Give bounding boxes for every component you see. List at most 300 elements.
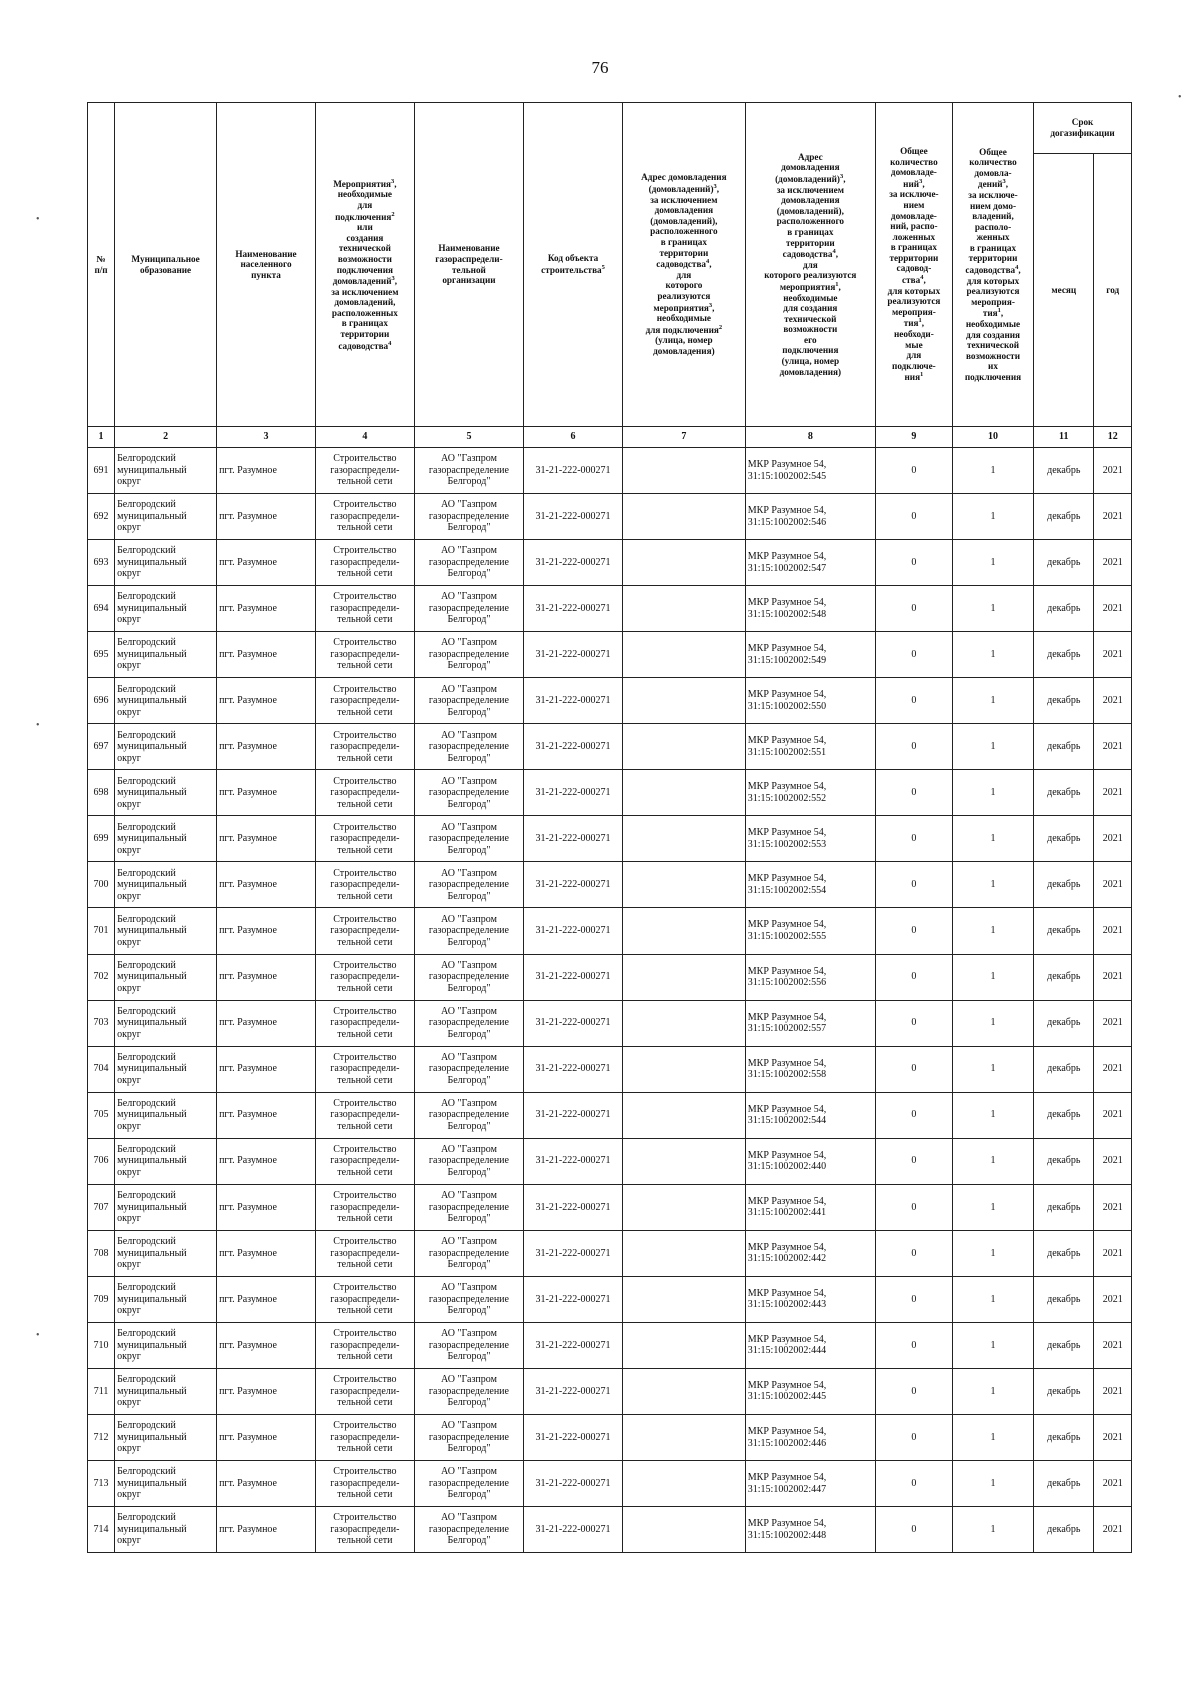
measure-cell-line: Строительство — [333, 1466, 397, 1478]
address-technical-cell-line: МКР Разумное 54, — [747, 1287, 827, 1299]
address-technical-cell-line: МКР Разумное 54, — [747, 1057, 827, 1069]
measure-cell-line: газораспредели- — [330, 648, 400, 660]
year-cell: 2021 — [1094, 1138, 1132, 1184]
measure-cell-line: тельной сети — [337, 982, 393, 994]
municipality-cell-line: Белгородский — [117, 1466, 176, 1478]
measure-cell — [315, 908, 414, 954]
measure-cell — [315, 1507, 414, 1553]
organization-cell-line: газораспределение — [428, 833, 509, 845]
row-number: 699 — [88, 816, 115, 862]
measure-cell-line: газораспредели- — [330, 1293, 400, 1305]
organization-cell — [414, 1092, 523, 1138]
address-technical-cell-line: МКР Разумное 54, — [747, 1241, 827, 1253]
header-line: для — [676, 269, 692, 280]
header-line: реализуются — [887, 296, 941, 307]
measure-cell-line: газораспредели- — [330, 510, 400, 522]
address-connection-cell — [622, 1507, 745, 1553]
total-connection-cell: 0 — [875, 448, 952, 494]
measure-cell-line: Строительство — [333, 545, 397, 557]
address-technical-cell-line: 31:15:1002002:444 — [747, 1345, 827, 1357]
header-line: (домовладений), — [776, 205, 844, 216]
row-number: 713 — [88, 1461, 115, 1507]
measure-cell — [315, 1368, 414, 1414]
object-code-cell: 31-21-222-000271 — [524, 1276, 623, 1322]
organization-cell-line: АО "Газпром — [440, 913, 497, 925]
organization-cell-line: Белгород" — [447, 568, 491, 580]
month-cell: декабрь — [1034, 770, 1094, 816]
header-line: для — [802, 259, 818, 270]
address-technical-cell-line: МКР Разумное 54, — [747, 1472, 827, 1484]
address-technical-cell-line: МКР Разумное 54, — [747, 597, 827, 609]
municipality-cell-line: округ — [117, 798, 141, 810]
settlement-cell: пгт. Разумное — [217, 1507, 316, 1553]
measure-cell-line: газораспредели- — [330, 1477, 400, 1489]
header-line: (улица, номер — [781, 356, 840, 366]
municipality-cell-line: Белгородский — [117, 1143, 176, 1155]
object-code-cell: 31-21-222-000271 — [524, 724, 623, 770]
address-technical-cell — [745, 1000, 875, 1046]
header-line: Срок — [1071, 117, 1094, 128]
header-line: в границах — [890, 242, 937, 253]
organization-cell-line: газораспределение — [428, 787, 509, 799]
row-number: 698 — [88, 770, 115, 816]
address-technical-cell — [745, 1414, 875, 1460]
municipality-cell — [115, 1138, 217, 1184]
header-line: догазификации — [1050, 128, 1115, 138]
object-code-cell: 31-21-222-000271 — [524, 448, 623, 494]
header-line: домовладения — [781, 195, 840, 206]
measure-cell-line: тельной сети — [337, 1028, 393, 1040]
measure-cell-line: тельной сети — [337, 798, 393, 810]
address-technical-cell — [745, 1092, 875, 1138]
organization-cell-line: Белгород" — [447, 522, 491, 534]
measure-cell — [315, 678, 414, 724]
month-cell: декабрь — [1034, 448, 1094, 494]
municipality-cell — [115, 540, 217, 586]
year-cell: 2021 — [1094, 1368, 1132, 1414]
measure-cell-line: газораспредели- — [330, 602, 400, 614]
total-technical-cell: 1 — [952, 448, 1033, 494]
address-technical-cell-line: 31:15:1002002:549 — [747, 654, 827, 666]
measure-cell-line: газораспредели- — [330, 1385, 400, 1397]
header-line: населенного — [240, 259, 292, 270]
municipality-cell-line: муниципальный — [117, 971, 187, 983]
municipality-cell — [115, 678, 217, 724]
settlement-cell: пгт. Разумное — [217, 1184, 316, 1230]
month-cell: декабрь — [1034, 1276, 1094, 1322]
measure-cell — [315, 1230, 414, 1276]
organization-cell-line: Белгород" — [447, 614, 491, 626]
municipality-cell-line: муниципальный — [117, 1063, 187, 1075]
measure-cell-line: Строительство — [333, 499, 397, 511]
table-row — [88, 586, 1132, 632]
measure-cell-line: газораспредели- — [330, 879, 400, 891]
table-row — [88, 632, 1132, 678]
month-cell: декабрь — [1034, 1230, 1094, 1276]
row-number: 695 — [88, 632, 115, 678]
year-cell: 2021 — [1094, 862, 1132, 908]
header-line: создания — [346, 232, 384, 243]
address-connection-cell — [622, 1276, 745, 1322]
header-line: реализуются — [966, 286, 1020, 297]
organization-cell-line: Белгород" — [447, 1074, 491, 1086]
measure-cell-line: тельной сети — [337, 936, 393, 948]
total-technical-cell: 1 — [952, 954, 1033, 1000]
year-cell: 2021 — [1094, 1276, 1132, 1322]
header-line: тия$^1$, — [982, 307, 1004, 319]
header-line: № — [96, 253, 106, 264]
address-technical-cell-line: МКР Разумное 54, — [747, 459, 827, 471]
year-cell: 2021 — [1094, 1046, 1132, 1092]
header-line: количество — [890, 156, 938, 167]
header-line: домовладе- — [890, 210, 937, 221]
municipality-cell-line: округ — [117, 660, 141, 672]
header-line: домовладения — [781, 162, 840, 173]
object-code-cell: 31-21-222-000271 — [524, 1000, 623, 1046]
column-number: 10 — [952, 427, 1033, 448]
measure-cell-line: тельной сети — [337, 522, 393, 534]
total-technical-cell: 1 — [952, 1276, 1033, 1322]
address-technical-cell — [745, 1184, 875, 1230]
object-code-cell: 31-21-222-000271 — [524, 1461, 623, 1507]
organization-cell-line: Белгород" — [447, 706, 491, 718]
address-technical-cell-line: МКР Разумное 54, — [747, 1103, 827, 1115]
organization-cell-line: Белгород" — [447, 1351, 491, 1363]
address-technical-cell-line: 31:15:1002002:558 — [747, 1069, 827, 1081]
header-line: расположенных — [331, 307, 398, 318]
header-address-connection — [622, 103, 745, 427]
municipality-cell-line: округ — [117, 1074, 141, 1086]
address-technical-cell-line: 31:15:1002002:552 — [747, 792, 827, 804]
header-line: для — [357, 199, 373, 210]
address-technical-cell — [745, 1507, 875, 1553]
municipality-cell-line: Белгородский — [117, 1282, 176, 1294]
row-number: 697 — [88, 724, 115, 770]
address-technical-cell — [745, 1046, 875, 1092]
address-connection-cell — [622, 1000, 745, 1046]
row-number: 710 — [88, 1322, 115, 1368]
measure-cell-line: тельной сети — [337, 706, 393, 718]
settlement-cell: пгт. Разумное — [217, 816, 316, 862]
address-technical-cell-line: МКР Разумное 54, — [747, 551, 827, 563]
measure-cell — [315, 540, 414, 586]
header-line: ний, распо- — [890, 221, 938, 232]
municipality-cell-line: Белгородский — [117, 1420, 176, 1432]
municipality-cell-line: округ — [117, 1443, 141, 1455]
header-line: расположенного — [650, 226, 718, 237]
column-number: 8 — [745, 427, 875, 448]
municipality-cell-line: муниципальный — [117, 833, 187, 845]
municipality-cell — [115, 816, 217, 862]
month-cell: декабрь — [1034, 1092, 1094, 1138]
measure-cell-line: тельной сети — [337, 1443, 393, 1455]
organization-cell-line: Белгород" — [447, 660, 491, 672]
year-cell: 2021 — [1094, 1414, 1132, 1460]
header-line: ства$^4$, — [902, 274, 926, 286]
header-settlement — [217, 103, 316, 427]
measure-cell-line: тельной сети — [337, 568, 393, 580]
municipality-cell — [115, 1184, 217, 1230]
municipality-cell-line: округ — [117, 522, 141, 534]
municipality-cell-line: муниципальный — [117, 1385, 187, 1397]
municipality-cell-line: муниципальный — [117, 1431, 187, 1443]
table-row — [88, 1461, 1132, 1507]
organization-cell — [414, 908, 523, 954]
row-number: 711 — [88, 1368, 115, 1414]
column-number: 12 — [1094, 427, 1132, 448]
municipality-cell-line: округ — [117, 1305, 141, 1317]
measure-cell-line: тельной сети — [337, 1397, 393, 1409]
header-line: мые — [905, 339, 923, 350]
measure-cell-line: Строительство — [333, 1051, 397, 1063]
address-technical-cell-line: 31:15:1002002:441 — [747, 1207, 827, 1219]
header-line: за исключением — [650, 194, 718, 205]
header-line: территории — [968, 253, 1018, 264]
row-number: 703 — [88, 1000, 115, 1046]
header-line: садоводства$^4$, — [965, 263, 1021, 276]
municipality-cell-line: округ — [117, 1351, 141, 1363]
organization-cell-line: газораспределение — [428, 1017, 509, 1029]
total-connection-cell: 0 — [875, 1276, 952, 1322]
municipality-cell-line: округ — [117, 476, 141, 488]
month-cell: декабрь — [1034, 1000, 1094, 1046]
municipality-cell-line: Белгородский — [117, 1051, 176, 1063]
total-connection-cell: 0 — [875, 1414, 952, 1460]
organization-cell — [414, 954, 523, 1000]
measure-cell — [315, 1046, 414, 1092]
municipality-cell-line: округ — [117, 844, 141, 856]
total-technical-cell: 1 — [952, 724, 1033, 770]
total-connection-cell: 0 — [875, 1138, 952, 1184]
year-cell: 2021 — [1094, 678, 1132, 724]
header-line: необходимые — [656, 313, 711, 324]
month-cell: декабрь — [1034, 632, 1094, 678]
organization-cell — [414, 1230, 523, 1276]
table-row — [88, 1138, 1132, 1184]
settlement-cell: пгт. Разумное — [217, 1368, 316, 1414]
measure-cell-line: газораспредели- — [330, 695, 400, 706]
address-technical-cell-line: МКР Разумное 54, — [747, 1379, 827, 1391]
object-code-cell: 31-21-222-000271 — [524, 908, 623, 954]
address-technical-cell-line: 31:15:1002002:447 — [747, 1483, 827, 1495]
measure-cell — [315, 448, 414, 494]
total-connection-cell: 0 — [875, 954, 952, 1000]
municipality-cell-line: округ — [117, 1397, 141, 1409]
organization-cell-line: газораспределение — [428, 1523, 509, 1535]
measure-cell — [315, 770, 414, 816]
organization-cell-line: Белгород" — [447, 1120, 491, 1132]
column-number: 6 — [524, 427, 623, 448]
row-number: 714 — [88, 1507, 115, 1553]
object-code-cell: 31-21-222-000271 — [524, 1138, 623, 1184]
organization-cell-line: газораспределение — [428, 879, 509, 891]
municipality-cell-line: Белгородский — [117, 959, 176, 971]
municipality-cell — [115, 862, 217, 908]
organization-cell-line: АО "Газпром — [440, 453, 497, 465]
total-connection-cell: 0 — [875, 770, 952, 816]
municipality-cell — [115, 954, 217, 1000]
header-line: тельной — [452, 264, 486, 275]
object-code-cell: 31-21-222-000271 — [524, 540, 623, 586]
measure-cell — [315, 1184, 414, 1230]
header-line: домовладения — [654, 205, 714, 216]
address-technical-cell — [745, 1461, 875, 1507]
organization-cell-line: газораспределение — [428, 1109, 509, 1121]
measure-cell-line: тельной сети — [337, 1535, 393, 1547]
total-technical-cell: 1 — [952, 1046, 1033, 1092]
gasification-registry-table — [87, 102, 1132, 1553]
header-line: реализуются — [657, 290, 711, 301]
total-connection-cell: 0 — [875, 632, 952, 678]
table-row — [88, 1000, 1132, 1046]
address-technical-cell-line: МКР Разумное 54, — [747, 1333, 827, 1345]
header-line: расположенного — [776, 216, 845, 227]
month-cell: декабрь — [1034, 908, 1094, 954]
total-technical-cell: 1 — [952, 586, 1033, 632]
header-line: (улица, номер — [655, 335, 713, 346]
organization-cell-line: газораспределение — [428, 695, 509, 706]
measure-cell-line: Строительство — [333, 775, 397, 787]
address-technical-cell-line: 31:15:1002002:443 — [747, 1299, 827, 1311]
address-technical-cell-line: 31:15:1002002:550 — [747, 700, 827, 712]
municipality-cell-line: Белгородский — [117, 1512, 176, 1524]
measure-cell-line: тельной сети — [337, 1074, 393, 1086]
row-number: 700 — [88, 862, 115, 908]
measure-cell-line: тельной сети — [337, 1166, 393, 1178]
header-line: мероприятия$^1$, — [779, 280, 841, 292]
header-line: за исключением — [331, 286, 399, 297]
measure-cell-line: тельной сети — [337, 660, 393, 672]
row-number: 706 — [88, 1138, 115, 1184]
municipality-cell-line: муниципальный — [117, 741, 187, 753]
organization-cell — [414, 1184, 523, 1230]
municipality-cell-line: муниципальный — [117, 695, 187, 706]
header-total-connection — [875, 103, 952, 427]
municipality-cell — [115, 448, 217, 494]
row-number: 712 — [88, 1414, 115, 1460]
measure-cell-line: Строительство — [333, 959, 397, 971]
measure-cell-line: газораспредели- — [330, 1063, 400, 1075]
municipality-cell — [115, 1000, 217, 1046]
measure-cell-line: Строительство — [333, 591, 397, 603]
municipality-cell-line: округ — [117, 936, 141, 948]
address-technical-cell — [745, 908, 875, 954]
total-technical-cell: 1 — [952, 862, 1033, 908]
address-technical-cell — [745, 1230, 875, 1276]
total-connection-cell: 0 — [875, 862, 952, 908]
row-number: 696 — [88, 678, 115, 724]
header-line: женных — [976, 232, 1010, 243]
organization-cell-line: Белгород" — [447, 1397, 491, 1409]
address-technical-cell-line: 31:15:1002002:554 — [747, 884, 827, 896]
year-cell: 2021 — [1094, 954, 1132, 1000]
organization-cell — [414, 1322, 523, 1368]
header-line: Мероприятия$^3$, — [333, 177, 397, 189]
municipality-cell-line: муниципальный — [117, 1017, 187, 1029]
row-number: 704 — [88, 1046, 115, 1092]
object-code-cell: 31-21-222-000271 — [524, 586, 623, 632]
header-line: Наименование — [235, 248, 297, 259]
total-technical-cell: 1 — [952, 1092, 1033, 1138]
measure-cell — [315, 862, 414, 908]
settlement-cell: пгт. Разумное — [217, 494, 316, 540]
year-cell: 2021 — [1094, 1092, 1132, 1138]
header-total-technical — [952, 103, 1033, 427]
municipality-cell — [115, 1368, 217, 1414]
organization-cell-line: газораспределение — [428, 1339, 509, 1351]
column-number: 2 — [115, 427, 217, 448]
municipality-cell-line: Белгородский — [117, 1005, 176, 1017]
settlement-cell: пгт. Разумное — [217, 954, 316, 1000]
header-line: Общее — [900, 146, 928, 157]
municipality-cell — [115, 1322, 217, 1368]
settlement-cell: пгт. Разумное — [217, 586, 316, 632]
object-code-cell: 31-21-222-000271 — [524, 1322, 623, 1368]
registry-body — [88, 448, 1132, 1553]
municipality-cell-line: муниципальный — [117, 1201, 187, 1213]
object-code-cell: 31-21-222-000271 — [524, 1414, 623, 1460]
total-connection-cell: 0 — [875, 678, 952, 724]
header-measures — [315, 103, 414, 427]
year-cell: 2021 — [1094, 724, 1132, 770]
municipality-cell-line: округ — [117, 1259, 141, 1271]
header-line: для которых — [887, 285, 941, 296]
total-connection-cell: 0 — [875, 1046, 952, 1092]
measure-cell — [315, 816, 414, 862]
header-line: домовладе- — [890, 167, 937, 178]
total-connection-cell: 0 — [875, 494, 952, 540]
municipality-cell-line: муниципальный — [117, 464, 187, 476]
organization-cell-line: Белгород" — [447, 1259, 491, 1271]
header-line: подключе- — [892, 360, 936, 371]
header-line: которого — [665, 280, 703, 291]
header-line: необходимые — [965, 318, 1021, 329]
settlement-cell: пгт. Разумное — [217, 1322, 316, 1368]
measure-cell-line: газораспредели- — [330, 971, 400, 983]
measure-cell-line: Строительство — [333, 1282, 397, 1294]
organization-cell-line: газораспределение — [428, 648, 509, 660]
measure-cell-line: тельной сети — [337, 752, 393, 764]
address-technical-cell-line: 31:15:1002002:551 — [747, 746, 827, 758]
organization-cell — [414, 678, 523, 724]
address-technical-cell-line: 31:15:1002002:448 — [747, 1529, 827, 1541]
measure-cell-line: тельной сети — [337, 476, 393, 488]
address-technical-cell-line: 31:15:1002002:546 — [747, 516, 827, 528]
header-gas-organization — [414, 103, 523, 427]
header-line: нием — [903, 199, 925, 210]
municipality-cell-line: муниципальный — [117, 602, 187, 614]
settlement-cell: пгт. Разумное — [217, 632, 316, 678]
measure-cell-line: тельной сети — [337, 1213, 393, 1225]
column-number: 7 — [622, 427, 745, 448]
address-technical-cell-line: МКР Разумное 54, — [747, 1195, 827, 1207]
measure-cell-line: газораспредели- — [330, 1431, 400, 1443]
month-cell: декабрь — [1034, 816, 1094, 862]
organization-cell — [414, 1138, 523, 1184]
total-technical-cell: 1 — [952, 770, 1033, 816]
measure-cell — [315, 494, 414, 540]
municipality-cell-line: Белгородский — [117, 637, 176, 649]
municipality-cell-line: округ — [117, 706, 141, 718]
address-technical-cell — [745, 954, 875, 1000]
settlement-cell: пгт. Разумное — [217, 1414, 316, 1460]
municipality-cell-line: муниципальный — [117, 1247, 187, 1259]
organization-cell — [414, 448, 523, 494]
total-technical-cell: 1 — [952, 632, 1033, 678]
table-row — [88, 770, 1132, 816]
year-cell: 2021 — [1094, 1461, 1132, 1507]
municipality-cell-line: муниципальный — [117, 925, 187, 937]
